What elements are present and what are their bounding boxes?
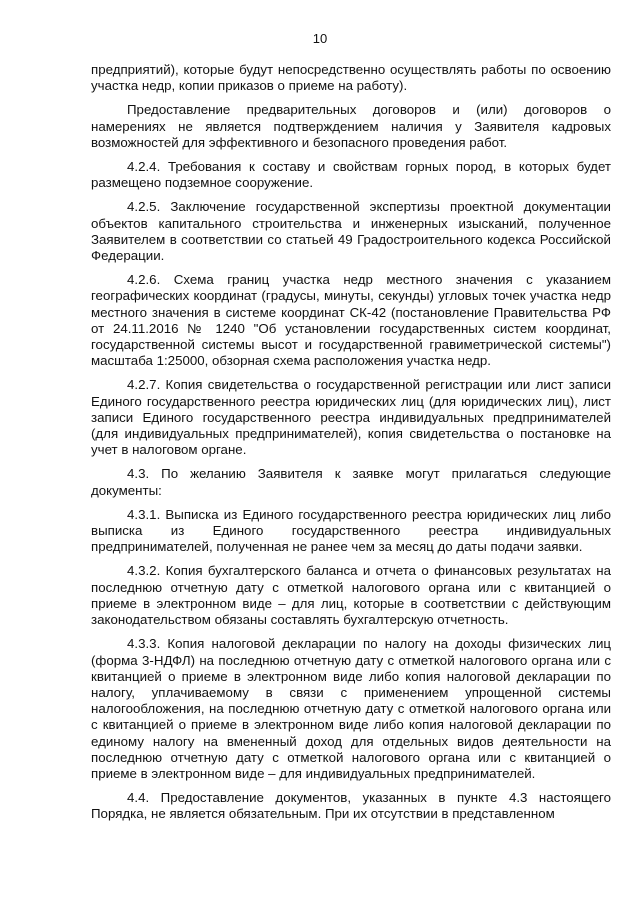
paragraph-4-3-1: 4.3.1. Выписка из Единого государственного реестра юридических лиц либо выписка из Единого государственного реестра индивидуальных предпринимателей, полученная не ранее чем за месяц до даты подачи заявки. <box>91 506 611 555</box>
paragraph-4-3: 4.3. По желанию Заявителя к заявке могут прилагаться следующие документы: <box>91 466 611 498</box>
paragraph-4-2-7: 4.2.7. Копия свидетельства о государственной регистрации или лист записи Единого государственного реестра юридических лиц (для юридических лиц), лист записи Единого государственного реестра индивидуальных предпринимателей (для индивидуальных предпринимателей), копия свидетельства о постановке на учет в налоговом органе. <box>91 377 611 458</box>
paragraph-4-4: 4.4. Предоставление документов, указанных в пункте 4.3 настоящего Порядка, не является обязательным. При их отсутствии в представленном <box>91 790 611 822</box>
paragraph: предприятий), которые будут непосредственно осуществлять работы по освоению участка недр, копии приказов о приеме на работу). <box>91 62 611 94</box>
paragraph-4-2-4: 4.2.4. Требования к составу и свойствам горных пород, в которых будет размещено подземное сооружение. <box>91 159 611 191</box>
page-number: 10 <box>312 31 328 46</box>
paragraph-4-2-6: 4.2.6. Схема границ участка недр местного значения с указанием географических координат (градусы, минуты, секунды) угловых точек участка недр местного значения в системе координат СК-42 (постановление Правительства РФ от 24.11.2016 № 1240 "Об установлении государственных систем координат, государственной системы высот и государственной гравиметрической системы") масштаба 1:25000, обзорная схема расположения участка недр. <box>91 272 611 369</box>
paragraph: Предоставление предварительных договоров и (или) договоров о намерениях не является подтверждением наличия у Заявителя кадровых возможностей для эффективного и безопасного проведения работ. <box>91 102 611 150</box>
paragraph-4-3-3: 4.3.3. Копия налоговой декларации по налогу на доходы физических лиц (форма 3-НДФЛ) на последнюю отчетную дату с отметкой налогового органа или с квитанцией о приеме в электронном виде либо копия налоговой декларации по налогу, уплачиваемому в связи с применением упрощенной системы налогообложения, на последнюю отчетную дату с отметкой налогового органа или с квитанцией о приеме в электронном виде либо копия налоговой декларации по единому налогу на вмененный доход для отдельных видов деятельности на последнюю отчетную дату с отметкой налогового органа или с квитанцией о приеме в электронном виде – для индивидуальных предпринимателей. <box>91 636 611 781</box>
paragraph-4-2-5: 4.2.5. Заключение государственной экспертизы проектной документации объектов капитального строительства и инженерных изысканий, полученное Заявителем в соответствии со статьей 49 Градостроительного кодекса Российской Федерации. <box>91 199 611 264</box>
paragraph-4-3-2: 4.3.2. Копия бухгалтерского баланса и отчета о финансовых результатах на последнюю отчетную дату с отметкой налогового органа или с квитанцией о приеме в электронном виде – для лиц, которые в соответствии с действующим законодательством обязаны составлять бухгалтерскую отчетность. <box>91 563 611 628</box>
document-body <box>91 62 611 831</box>
